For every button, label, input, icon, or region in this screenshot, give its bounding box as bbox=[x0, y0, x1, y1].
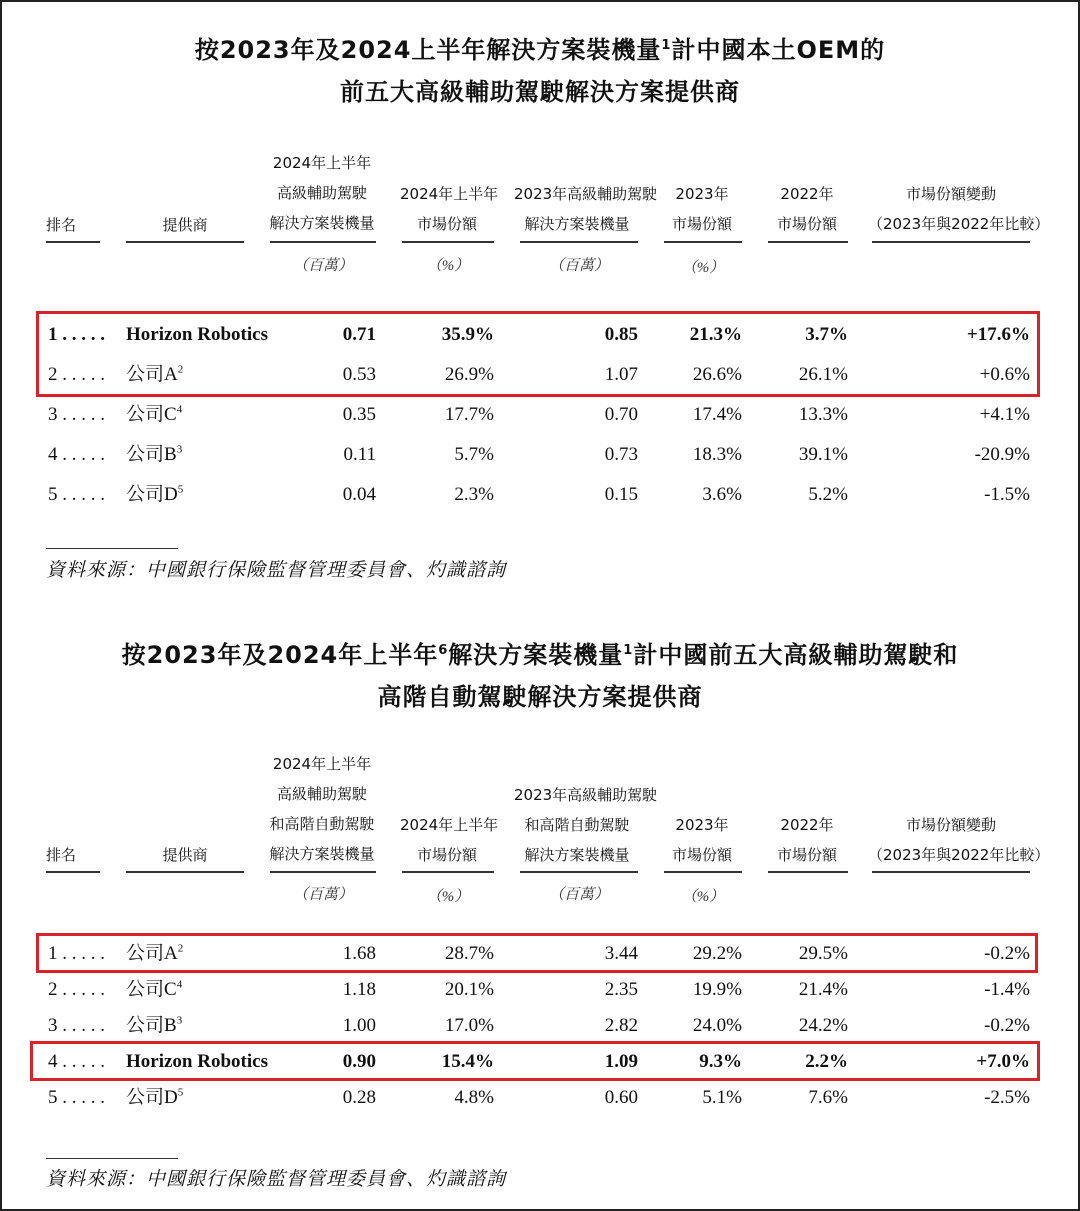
value-cell: -2.5% bbox=[984, 1087, 1030, 1108]
value-cell: 20.1% bbox=[444, 979, 494, 1000]
provider-cell: 公司$A^2$ bbox=[126, 942, 184, 964]
table1-header-rank-underline bbox=[46, 241, 100, 243]
value-cell: 26.1% bbox=[798, 364, 848, 385]
value-cell: 1.68 bbox=[342, 943, 376, 964]
provider-cell: 公司$B^3$ bbox=[126, 1014, 183, 1036]
value-cell: 1.07 bbox=[604, 364, 638, 385]
highlight-box-horizon-row bbox=[30, 1041, 1040, 1081]
value-cell: +0.6% bbox=[979, 364, 1030, 385]
table2-row-2 bbox=[2, 971, 1078, 1009]
table2-title-line2: 高階自動駕駛解決方案提供商 bbox=[377, 683, 703, 711]
value-cell: 0.71 bbox=[342, 324, 376, 345]
table1-header-provider: 提供商 bbox=[162, 216, 208, 234]
table1-title-line1: 按2023年及2024上半年解決方案裝機量$^1$計中國本土OEM的 bbox=[194, 36, 886, 64]
value-cell: -1.5% bbox=[984, 484, 1030, 505]
value-cell: -0.2% bbox=[984, 1015, 1030, 1036]
table2-title-line1: 按2023年及2024年上半年$^6$解決方案裝機量$^1$計中國前五大高級輔助駕駛和 bbox=[121, 641, 959, 669]
value-cell: 15.4% bbox=[441, 1051, 494, 1072]
table1-unit-col1: （百萬） bbox=[292, 258, 353, 274]
value-cell: 5.2% bbox=[808, 484, 848, 505]
value-cell: 0.11 bbox=[343, 444, 376, 465]
value-cell: +4.1% bbox=[979, 404, 1030, 425]
value-cell: 1.18 bbox=[342, 979, 376, 1000]
rank-cell: 4 . . . . . bbox=[48, 1051, 105, 1072]
value-cell: 0.28 bbox=[342, 1087, 376, 1108]
value-cell: 0.60 bbox=[604, 1087, 638, 1108]
value-cell: 21.4% bbox=[798, 979, 848, 1000]
value-cell: 26.6% bbox=[692, 364, 742, 385]
table1-header-2023-share: 2023年 市場份額 bbox=[671, 185, 732, 233]
value-cell: 0.53 bbox=[342, 364, 376, 385]
table1-header-h1-share: 2024年上半年 市場份額 bbox=[400, 185, 499, 233]
value-cell: 1.09 bbox=[604, 1051, 638, 1072]
rank-cell: 2 . . . . . bbox=[48, 364, 105, 385]
table1-header-share-change: 市場份額變動 （2023年與2022年比較） bbox=[868, 185, 1050, 233]
table2-header-col1-underline bbox=[270, 871, 376, 873]
provider-cell: 公司$A^2$ bbox=[126, 363, 184, 385]
highlight-box-row-1 bbox=[36, 933, 1038, 973]
value-cell: 3.44 bbox=[604, 943, 638, 964]
table1-title-line2: 前五大高級輔助駕駛解決方案提供商 bbox=[340, 78, 740, 106]
rank-cell: 1 . . . . . bbox=[48, 943, 105, 964]
table2-header-provider: 提供商 bbox=[162, 846, 208, 864]
value-cell: 21.3% bbox=[689, 324, 742, 345]
value-cell: 19.9% bbox=[692, 979, 742, 1000]
rank-cell: 2 . . . . . bbox=[48, 979, 105, 1000]
rank-cell: 5 . . . . . bbox=[48, 484, 105, 505]
table2-header-h1-install: 2024年上半年 高級輔助駕駛 和高階自動駕駛 解決方案裝機量 bbox=[269, 755, 375, 863]
value-cell: -1.4% bbox=[984, 979, 1030, 1000]
provider-cell: 公司$C^4$ bbox=[126, 403, 183, 425]
table2-header-2023-install: 2023年高級輔助駕駛 和高階自動駕駛 解決方案裝機量 bbox=[514, 786, 658, 864]
value-cell: +7.0% bbox=[976, 1051, 1030, 1072]
provider-cell: 公司$B^3$ bbox=[126, 443, 183, 465]
table1-header-2022-share: 2022年 市場份額 bbox=[776, 185, 837, 233]
table1-header-2023-install: 2023年高級輔助駕駛 解決方案裝機量 bbox=[514, 185, 658, 233]
table2-header-2023-share: 2023年 市場份額 bbox=[671, 816, 732, 864]
provider-cell: Horizon Robotics bbox=[126, 1051, 268, 1072]
provider-cell: 公司$C^4$ bbox=[126, 978, 183, 1000]
table2-header-col6-underline bbox=[872, 871, 1030, 873]
table2-unit-col4: （%） bbox=[681, 889, 725, 905]
value-cell: 13.3% bbox=[798, 404, 848, 425]
value-cell: 9.3% bbox=[699, 1051, 742, 1072]
table1-header-h1-install: 2024年上半年 高級輔助駕駛 解決方案裝機量 bbox=[269, 154, 375, 232]
table2-source-rule bbox=[46, 1158, 178, 1159]
value-cell: 3.6% bbox=[702, 484, 742, 505]
value-cell: 0.70 bbox=[604, 404, 638, 425]
table2-header-col4-underline bbox=[664, 871, 742, 873]
table1-source-note: 資料來源：中國銀行保險監督管理委員會、灼識諮詢 bbox=[46, 559, 507, 581]
rank-cell: 4 . . . . . bbox=[48, 444, 105, 465]
table1-source-rule bbox=[46, 548, 178, 549]
rank-cell: 5 . . . . . bbox=[48, 1087, 105, 1108]
table2-header-col2-underline bbox=[402, 871, 494, 873]
table1-header-col2-underline bbox=[402, 241, 494, 243]
value-cell: 7.6% bbox=[808, 1087, 848, 1108]
highlight-box-top-two bbox=[36, 311, 1040, 397]
provider-cell: 公司$D^5$ bbox=[126, 1086, 184, 1108]
table2-unit-col2: （%） bbox=[426, 889, 470, 905]
table1-header-col4-underline bbox=[664, 241, 742, 243]
table1-row-4 bbox=[2, 436, 1078, 474]
value-cell: 4.8% bbox=[454, 1087, 494, 1108]
value-cell: 24.2% bbox=[798, 1015, 848, 1036]
rank-cell: 1 . . . . . bbox=[48, 324, 105, 345]
value-cell: 17.0% bbox=[444, 1015, 494, 1036]
table1-unit-col4: （%） bbox=[681, 260, 725, 276]
table2-header-col5-underline bbox=[768, 871, 848, 873]
value-cell: 3.7% bbox=[805, 324, 848, 345]
value-cell: -0.2% bbox=[984, 943, 1030, 964]
rank-cell: 3 . . . . . bbox=[48, 404, 105, 425]
value-cell: 17.7% bbox=[444, 404, 494, 425]
value-cell: 24.0% bbox=[692, 1015, 742, 1036]
value-cell: 5.1% bbox=[702, 1087, 742, 1108]
value-cell: 26.9% bbox=[444, 364, 494, 385]
value-cell: 5.7% bbox=[454, 444, 494, 465]
table1-header-provider-underline bbox=[126, 241, 244, 243]
value-cell: 1.00 bbox=[342, 1015, 376, 1036]
table1-unit-col2: （%） bbox=[426, 258, 470, 274]
value-cell: 0.85 bbox=[604, 324, 638, 345]
value-cell: 29.5% bbox=[798, 943, 848, 964]
value-cell: 18.3% bbox=[692, 444, 742, 465]
value-cell: 0.73 bbox=[604, 444, 638, 465]
table1-header-rank: 排名 bbox=[46, 216, 77, 234]
table1-header-col3-underline bbox=[520, 241, 638, 243]
value-cell: 17.4% bbox=[692, 404, 742, 425]
table1-row-5 bbox=[2, 476, 1078, 514]
value-cell: 29.2% bbox=[692, 943, 742, 964]
provider-cell: Horizon Robotics bbox=[126, 324, 268, 345]
table1-unit-col3: （百萬） bbox=[548, 258, 609, 274]
value-cell: 0.04 bbox=[342, 484, 376, 505]
rank-cell: 3 . . . . . bbox=[48, 1015, 105, 1036]
table2-row-3 bbox=[2, 1007, 1078, 1045]
value-cell: 0.90 bbox=[342, 1051, 376, 1072]
table1-header-col1-underline bbox=[270, 241, 376, 243]
value-cell: -20.9% bbox=[974, 444, 1030, 465]
table2-header-col3-underline bbox=[520, 871, 638, 873]
value-cell: 28.7% bbox=[444, 943, 494, 964]
value-cell: +17.6% bbox=[966, 324, 1030, 345]
table2-header-rank: 排名 bbox=[46, 846, 77, 864]
value-cell: 0.35 bbox=[342, 404, 376, 425]
value-cell: 2.82 bbox=[604, 1015, 638, 1036]
table2-header-rank-underline bbox=[46, 871, 100, 873]
provider-cell: 公司$D^5$ bbox=[126, 483, 184, 505]
value-cell: 39.1% bbox=[798, 444, 848, 465]
value-cell: 2.2% bbox=[805, 1051, 848, 1072]
table1-header-col6-underline bbox=[872, 241, 1030, 243]
table2-unit-col1: （百萬） bbox=[292, 887, 353, 903]
table2-header-share-change: 市場份額變動 （2023年與2022年比較） bbox=[868, 816, 1050, 864]
value-cell: 2.3% bbox=[454, 484, 494, 505]
table2-source-note: 資料來源：中國銀行保險監督管理委員會、灼識諮詢 bbox=[46, 1168, 507, 1190]
table2-header-h1-share: 2024年上半年 市場份額 bbox=[400, 816, 499, 864]
table1-header-col5-underline bbox=[768, 241, 848, 243]
table2-header-2022-share: 2022年 市場份額 bbox=[776, 816, 837, 864]
value-cell: 0.15 bbox=[604, 484, 638, 505]
value-cell: 35.9% bbox=[441, 324, 494, 345]
value-cell: 2.35 bbox=[604, 979, 638, 1000]
table1-row-3 bbox=[2, 396, 1078, 434]
table2-row-5 bbox=[2, 1079, 1078, 1117]
table2-header-provider-underline bbox=[126, 871, 244, 873]
table2-unit-col3: （百萬） bbox=[548, 887, 609, 903]
